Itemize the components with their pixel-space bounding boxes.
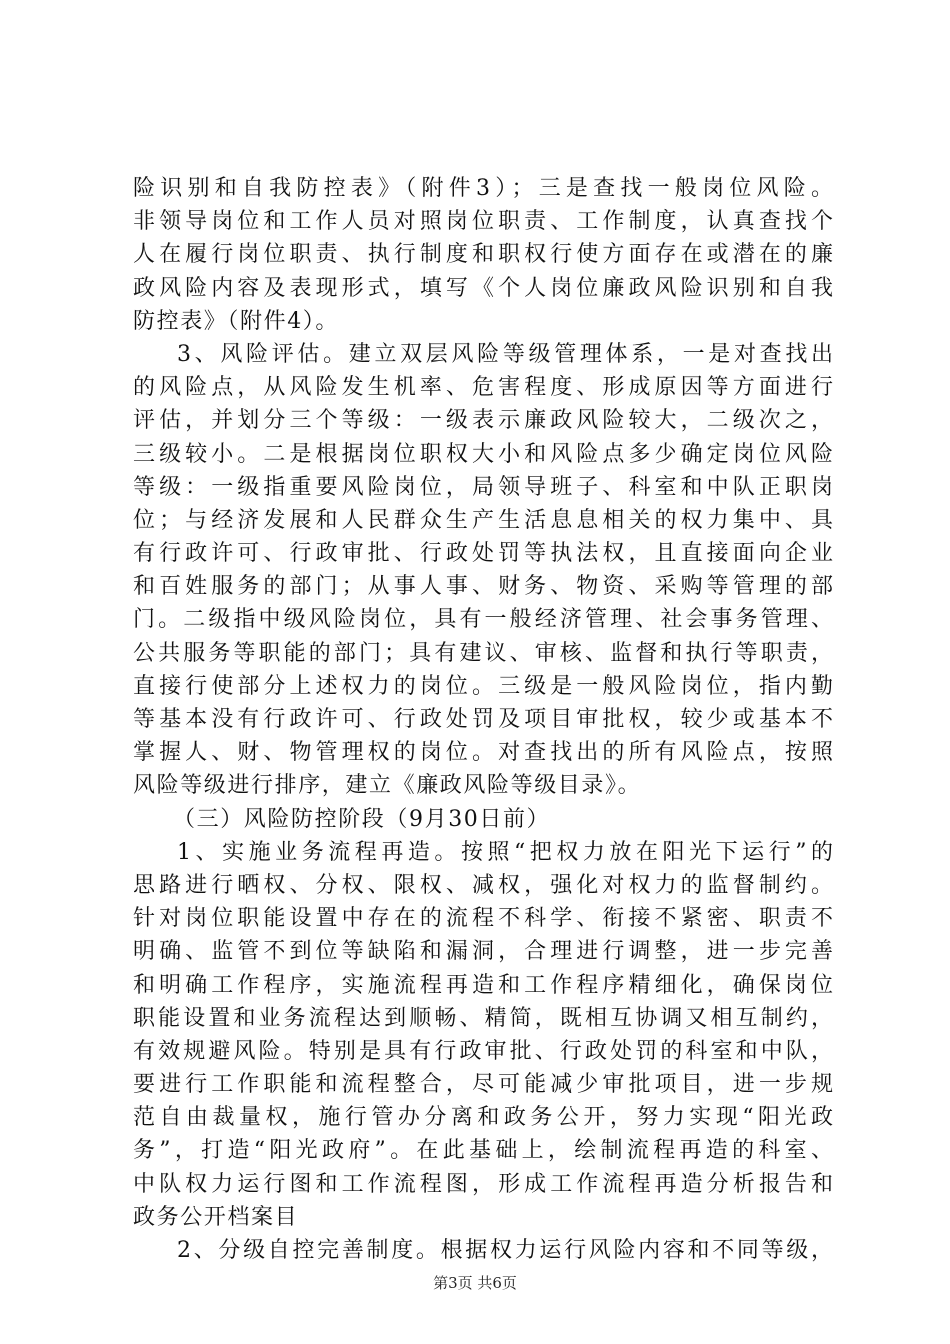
text-line: 2、分级自控完善制度。根据权力运行风险内容和不同等级， (177, 1238, 833, 1263)
text-line: 政务公开档案目 (133, 1204, 299, 1230)
text-line: 职能设置和业务流程达到顺畅、精简，既相互协调又相互制约， (133, 1005, 833, 1031)
text-line: 务”，打造“阳光政府”。在此基础上，绘制流程再造的科室、 (133, 1138, 833, 1164)
text-line: 位；与经济发展和人民群众生产生活息息相关的权力集中、具 (133, 507, 833, 533)
text-line: 评估，并划分三个等级：一级表示廉政风险较大，二级次之， (133, 408, 833, 434)
text-line: 直接行使部分上述权力的岗位。三级是一般风险岗位，指内勤 (133, 673, 833, 699)
text-line: 风险等级进行排序，建立《廉政风险等级目录》。 (133, 773, 642, 799)
page-number-footer: 第3页 共6页 (433, 1274, 517, 1292)
text-line: 有行政许可、行政审批、行政处罚等执法权，且直接面向企业 (133, 541, 833, 567)
text-line: 掌握人、财、物管理权的岗位。对查找出的所有风险点，按照 (133, 740, 833, 766)
text-line: 要进行工作职能和流程整合，尽可能减少审批项目，进一步规 (133, 1072, 833, 1098)
document-body (133, 172, 833, 1267)
text-line: 中队权力运行图和工作流程图，形成工作流程再造分析报告和 (133, 1171, 833, 1197)
text-line: 三级较小。二是根据岗位职权大小和风险点多少确定岗位风险 (133, 441, 833, 467)
text-line: 等级：一级指重要风险岗位，局领导班子、科室和中队正职岗 (133, 474, 833, 500)
text-line: 范自由裁量权，施行管办分离和政务公开，努力实现“阳光政 (133, 1105, 833, 1131)
text-line: 1、实施业务流程再造。按照“把权力放在阳光下运行”的 (177, 839, 833, 865)
text-line: 防控表》（附件4）。 (133, 308, 339, 334)
text-line: 有效规避风险。特别是具有行政审批、行政处罚的科室和中队， (133, 1038, 833, 1064)
text-line: 的风险点，从风险发生机率、危害程度、形成原因等方面进行 (133, 375, 833, 401)
text-line: 针对岗位职能设置中存在的流程不科学、衔接不紧密、职责不 (133, 906, 833, 932)
text-line: 门。二级指中级风险岗位，具有一般经济管理、社会事务管理、 (133, 607, 833, 633)
text-line: 3、风险评估。建立双层风险等级管理体系，一是对查找出 (177, 341, 833, 367)
text-line: 思路进行晒权、分权、限权、减权，强化对权力的监督制约。 (133, 872, 833, 898)
text-line: 政风险内容及表现形式，填写《个人岗位廉政风险识别和自我 (133, 275, 833, 301)
text-line: 人在履行岗位职责、执行制度和职权行使方面存在或潜在的廉 (133, 242, 833, 268)
section-heading: （三）风险防控阶段（9月30日前） (173, 806, 551, 832)
text-line: 明确、监管不到位等缺陷和漏洞，合理进行调整，进一步完善 (133, 939, 833, 965)
text-line: 非领导岗位和工作人员对照岗位职责、工作制度，认真查找个 (133, 209, 833, 235)
text-line: 等基本没有行政许可、行政处罚及项目审批权，较少或基本不 (133, 707, 833, 732)
text-line: 和百姓服务的部门；从事人事、财务、物资、采购等管理的部 (133, 574, 833, 600)
text-line: 险识别和自我防控表》（附件3）；三是查找一般岗位风险。 (133, 176, 833, 201)
text-line: 公共服务等职能的部门；具有建议、审核、监督和执行等职责， (133, 640, 833, 666)
text-line: 和明确工作程序，实施流程再造和工作程序精细化，确保岗位 (133, 972, 833, 998)
